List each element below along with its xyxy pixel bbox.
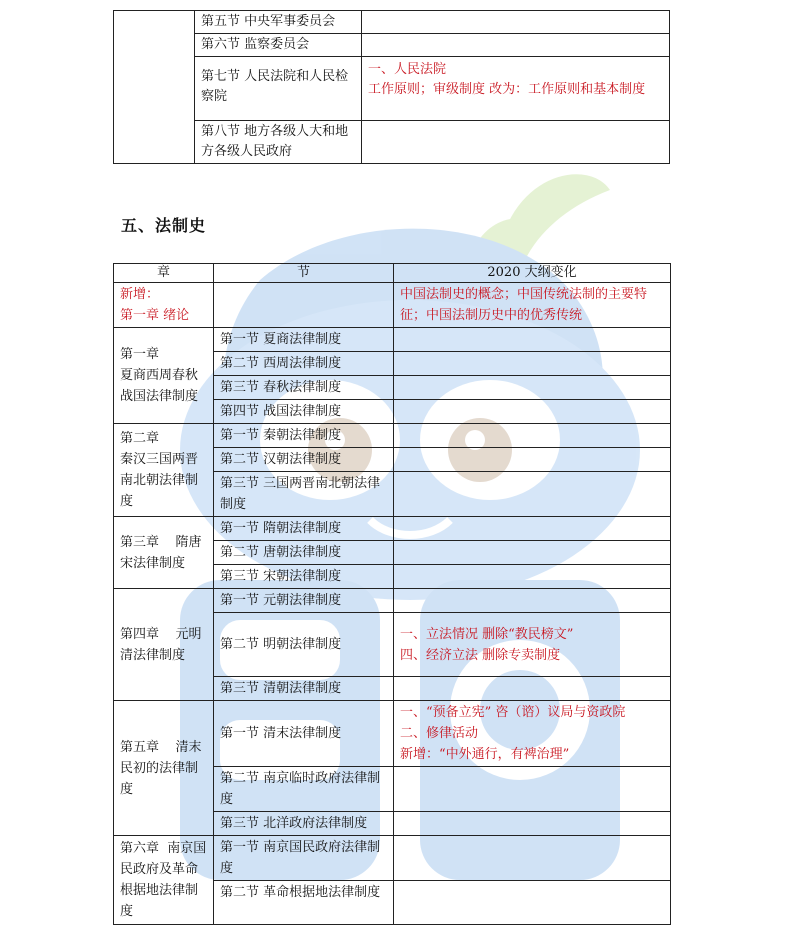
section-cell: 第二节 南京临时政府法律制度 — [214, 767, 394, 812]
change-cell — [394, 448, 671, 472]
section-cell: 第三节 宋朝法律制度 — [214, 565, 394, 589]
section-title: 五、法制史 — [121, 216, 207, 235]
section-cell-empty — [214, 283, 394, 328]
change-cell — [362, 121, 670, 164]
change-cell — [362, 34, 670, 57]
change-cell — [394, 472, 671, 517]
chapters-body — [114, 328, 671, 925]
chapter-cell: 第四章 元明清法律制度 — [114, 589, 214, 701]
section-cell: 第二节 明朝法律制度 — [214, 613, 394, 677]
change-cell — [394, 565, 671, 589]
chapter-cell: 第五章 清末民初的法律制度 — [114, 701, 214, 836]
section-cell: 第六节 监察委员会 — [195, 34, 362, 57]
change-cell — [362, 57, 670, 121]
section-cell: 第三节 春秋法律制度 — [214, 376, 394, 400]
table-row — [114, 701, 671, 767]
table-row — [114, 589, 671, 613]
change-cell — [394, 400, 671, 424]
section-cell: 第八节 地方各级人大和地方各级人民政府 — [195, 121, 362, 164]
change-line: 一、人民法院 — [368, 62, 447, 77]
section-cell: 第七节 人民法院和人民检察院 — [195, 57, 362, 121]
chapter-cell: 第一章 夏商西周春秋战国法律制度 — [114, 328, 214, 424]
change-cell — [394, 517, 671, 541]
table-row — [114, 424, 671, 448]
change-cell — [394, 376, 671, 400]
section-cell: 第二节 革命根据地法律制度 — [214, 881, 394, 925]
change-cell: 中国法制史的概念；中国传统法制的主要特征；中国法制历史中的优秀传统 — [394, 283, 671, 328]
change-cell — [394, 424, 671, 448]
change-cell — [362, 11, 670, 34]
header-chapter: 章 — [114, 264, 214, 283]
section-cell: 第一节 南京国民政府法律制度 — [214, 836, 394, 881]
chapter-line: 新增： — [120, 287, 160, 302]
table-row — [114, 57, 670, 121]
section-cell: 第一节 元朝法律制度 — [214, 589, 394, 613]
section-cell: 第二节 唐朝法律制度 — [214, 541, 394, 565]
chapter-cell: 第六章 南京国民政府及革命根据地法律制度 — [114, 836, 214, 925]
change-cell — [394, 613, 671, 677]
constitution-continued-table — [113, 10, 670, 164]
change-cell — [394, 881, 671, 925]
section-cell: 第一节 秦朝法律制度 — [214, 424, 394, 448]
change-cell — [394, 812, 671, 836]
table-row — [114, 11, 670, 34]
chapter-cell — [114, 283, 214, 328]
table-row — [114, 328, 671, 352]
table-row — [114, 121, 670, 164]
chapter-cell-empty — [114, 11, 195, 164]
change-cell — [394, 589, 671, 613]
change-line: 一、“预备立宪” 咨（谘）议局与资政院 — [400, 705, 626, 720]
change-cell — [394, 541, 671, 565]
header-section: 节 — [214, 264, 394, 283]
change-line: 四、经济立法 删除专卖制度 — [400, 647, 561, 663]
change-line: 一、立法情况 删除“教民榜文” — [400, 626, 574, 642]
section-cell: 第二节 汉朝法律制度 — [214, 448, 394, 472]
change-cell — [394, 328, 671, 352]
change-cell — [394, 352, 671, 376]
section-cell: 第三节 清朝法律制度 — [214, 677, 394, 701]
section-cell: 第四节 战国法律制度 — [214, 400, 394, 424]
chapter-cell: 第二章 秦汉三国两晋南北朝法律制度 — [114, 424, 214, 517]
change-cell — [394, 701, 671, 767]
section-cell: 第一节 隋朝法律制度 — [214, 517, 394, 541]
section-cell: 第一节 夏商法律制度 — [214, 328, 394, 352]
header-row — [114, 264, 671, 283]
legal-history-table — [113, 263, 671, 925]
change-line: 工作原则；审级制度 改为：工作原则和基本制度 — [368, 82, 646, 97]
table-row — [114, 517, 671, 541]
change-cell — [394, 767, 671, 812]
table-row — [114, 283, 671, 328]
change-cell — [394, 836, 671, 881]
section-cell: 第三节 北洋政府法律制度 — [214, 812, 394, 836]
section-cell: 第三节 三国两晋南北朝法律制度 — [214, 472, 394, 517]
section-cell: 第一节 清末法律制度 — [214, 701, 394, 767]
chapter-line: 第一章 绪论 — [120, 308, 190, 323]
change-cell — [394, 677, 671, 701]
chapter-cell: 第三章 隋唐宋法律制度 — [114, 517, 214, 589]
change-line: 新增：“中外通行，有裨治理” — [400, 747, 570, 762]
table-row — [114, 836, 671, 881]
section-cell: 第五节 中央军事委员会 — [195, 11, 362, 34]
section-cell: 第二节 西周法律制度 — [214, 352, 394, 376]
table-row — [114, 34, 670, 57]
change-line: 二、修律活动 — [400, 726, 479, 741]
header-change: 2020 大纲变化 — [394, 264, 671, 283]
